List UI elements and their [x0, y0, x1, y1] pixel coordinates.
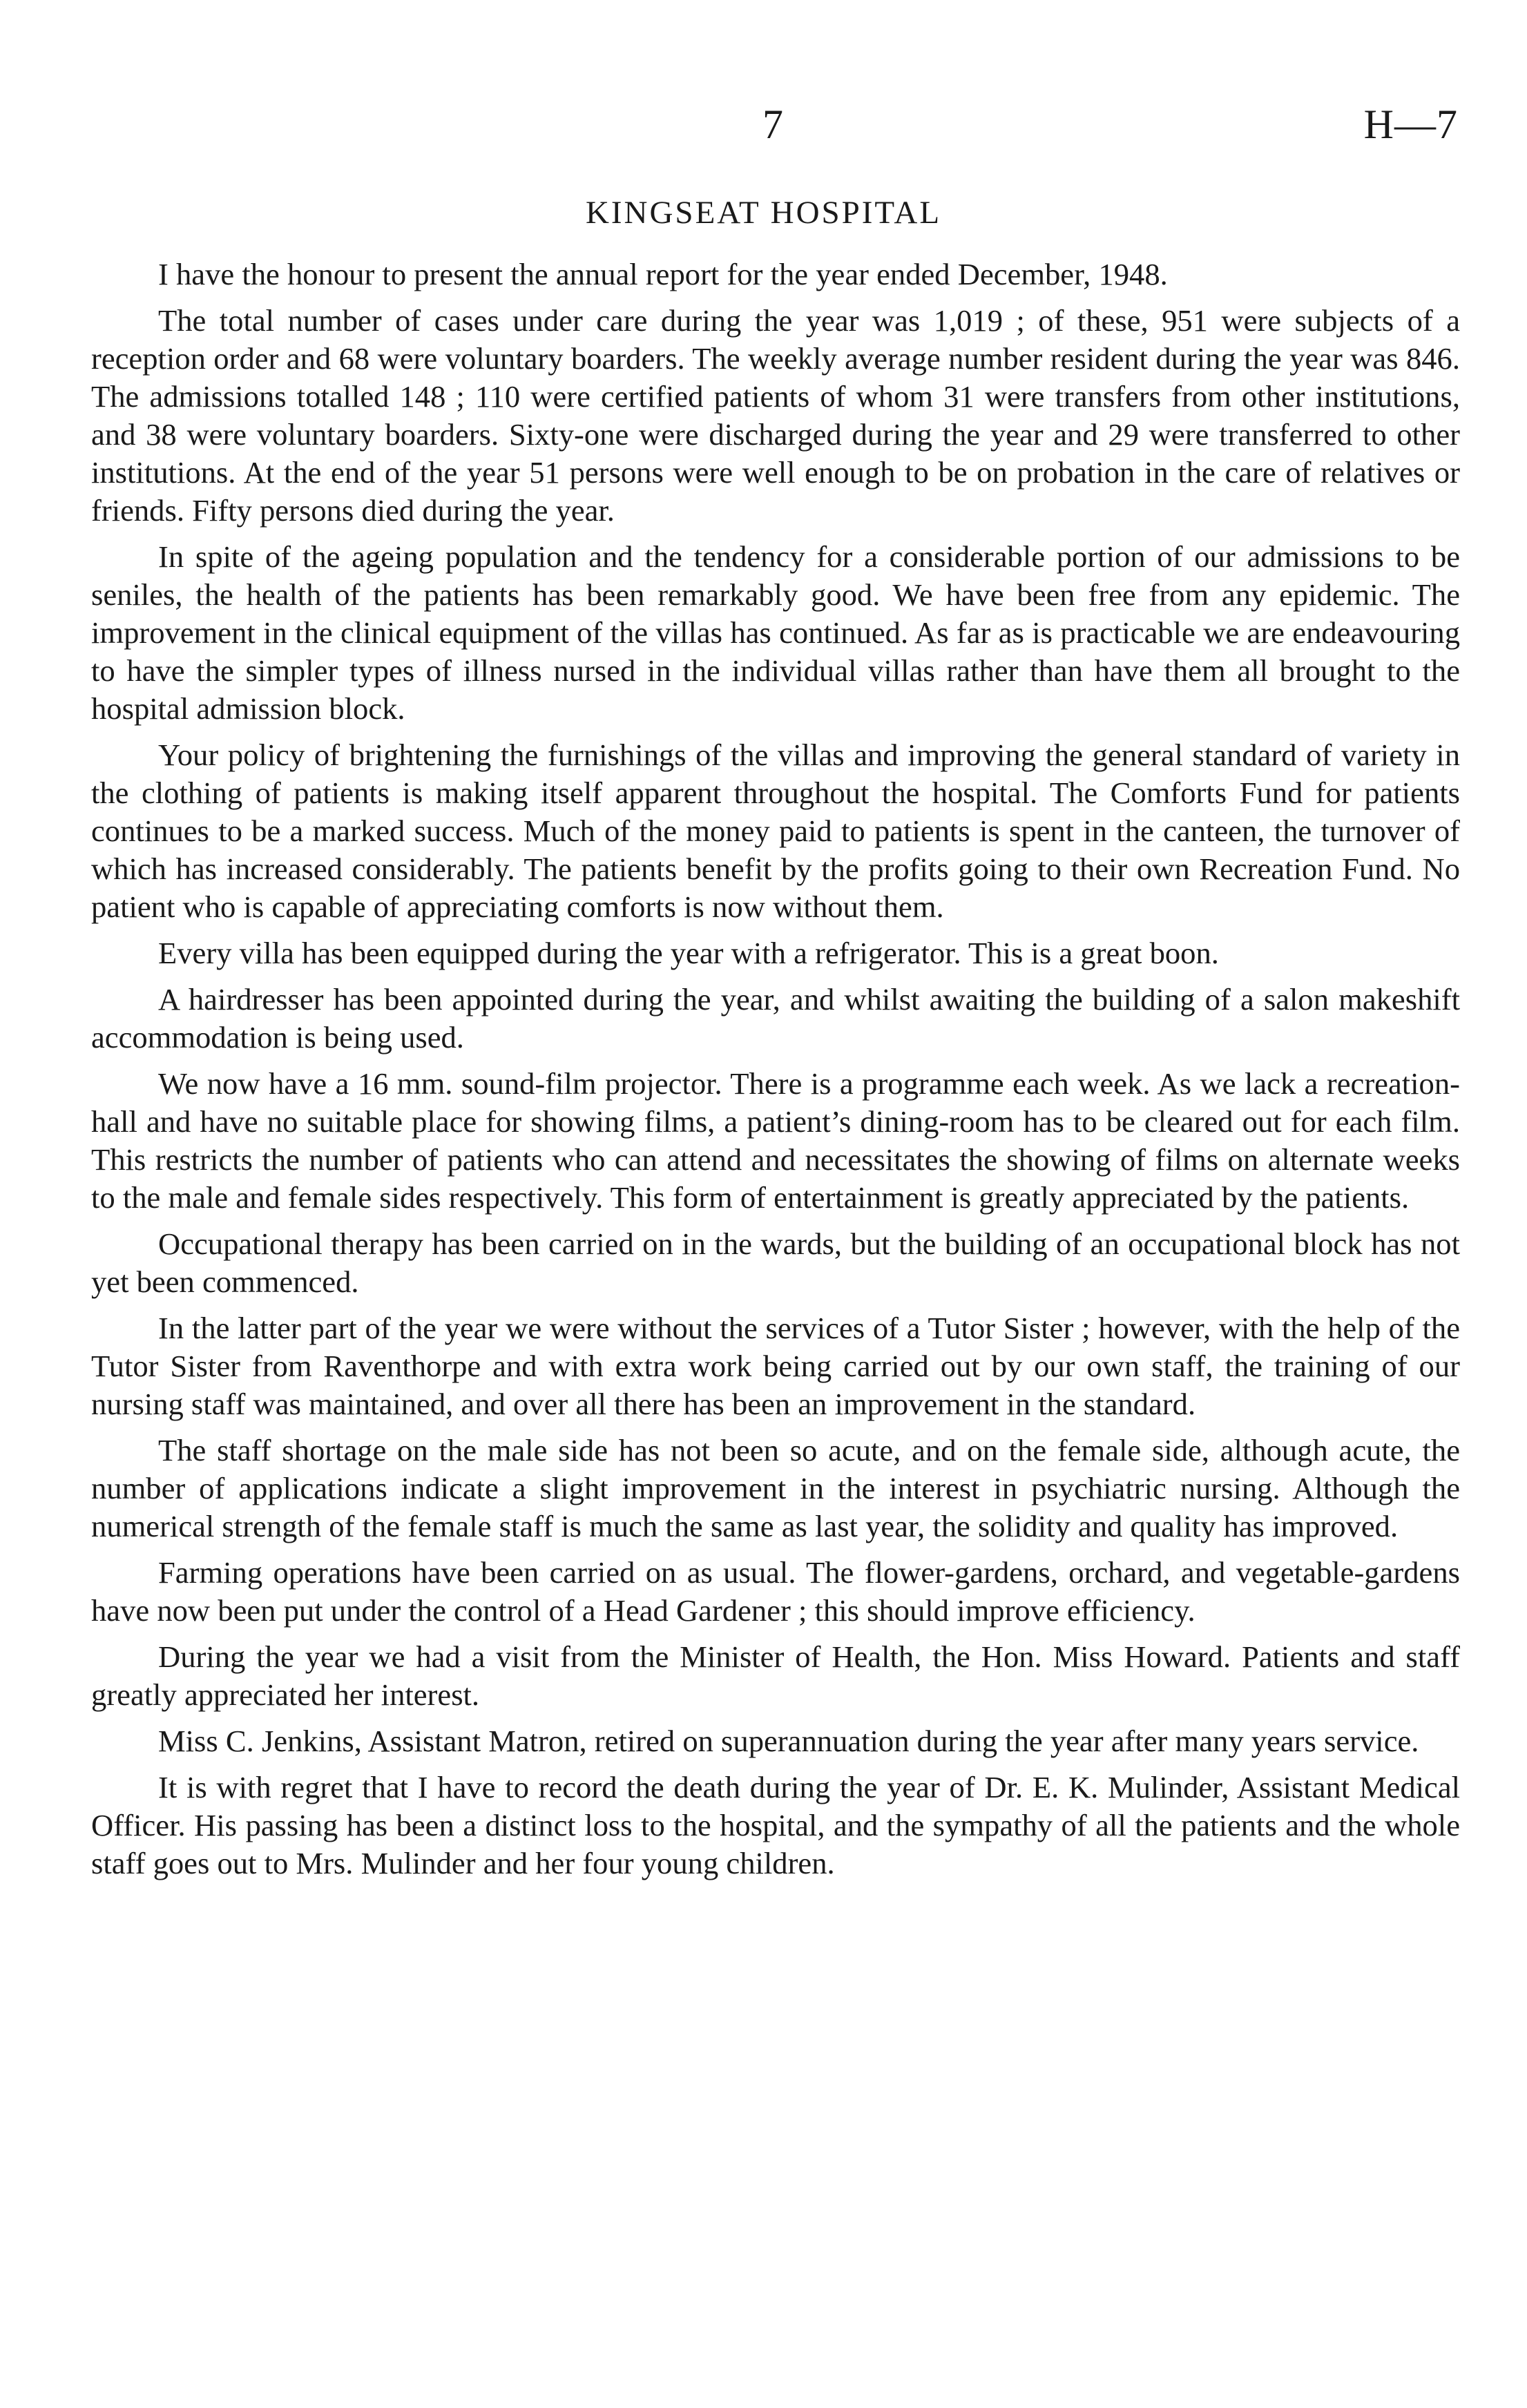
report-reference: H—7	[1363, 102, 1458, 147]
report-body	[91, 256, 1460, 1891]
paragraph-occupational-therapy: Occupational therapy has been carried on in the wards, but the building of an occupational block has not yet been commenced.	[91, 1226, 1460, 1299]
paragraph-tutor-sister: In the latter part of the year we were without the services of a Tutor Sister ; however, with the help of the Tutor Sister from Raventhorpe and with extra work being carried out by our own staff, the training of our nursing staff was maintained, and over all there has been an improvement in the standard.	[91, 1311, 1460, 1421]
paragraph-refrigerator: Every villa has been equipped during the year with a refrigerator. This is a great boon.	[158, 936, 1219, 970]
paragraph-farming: Farming operations have been carried on as usual. The flower-gardens, orchard, and vegetable-gardens have now been put under the control of a Head Gardener ; this should improve efficiency.	[91, 1555, 1460, 1628]
paragraph-film-projector: We now have a 16 mm. sound-film projector. There is a programme each week. As we lack a recreation-hall and have no suitable place for showing films, a patient’s dining-room has to be cleared out for each film. This restricts the number of patients who can attend and necessitates the showing of films on alternate weeks to the male and female sides respectively. This form of entertainment is greatly appreciated by the patients.	[91, 1066, 1460, 1215]
paragraph-health: In spite of the ageing population and the tendency for a considerable portion of our admissions to be seniles, the health of the patients has been remarkably good. We have been free from any epidemic. The improvement in the clinical equipment of the villas has continued. As far as is practicable we are endeavouring to have the simpler types of illness nursed in the individual villas rather than have them all brought to the hospital admission block.	[91, 539, 1460, 726]
paragraph-furnishings: Your policy of brightening the furnishings of the villas and improving the general standard of variety in the clothing of patients is making itself apparent throughout the hospital. The Comforts Fund for patients continues to be a marked success. Much of the money paid to patients is spent in the canteen, the turnover of which has increased considerably. The patients benefit by the profits going to their own Recreation Fund. No patient who is capable of appreciating comforts is now without them.	[91, 738, 1460, 924]
paragraph-staff-shortage: The staff shortage on the male side has not been so acute, and on the female side, although acute, the number of applications indicate a slight improvement in the interest in psychiatric nursing. Although the numerical strength of the female staff is much the same as last year, the solidity and quality has improved.	[91, 1433, 1460, 1543]
paragraph-hairdresser: A hairdresser has been appointed during the year, and whilst awaiting the building of a salon makeshift accommodation is being used.	[91, 982, 1460, 1054]
paragraph-minister-visit: During the year we had a visit from the Minister of Health, the Hon. Miss Howard. Patients and staff greatly appreciated her interest.	[91, 1639, 1460, 1712]
section-title: KINGSEAT HOSPITAL	[585, 195, 942, 231]
paragraph-intro: I have the honour to present the annual report for the year ended December, 1948.	[158, 257, 1168, 291]
paragraph-statistics: The total number of cases under care during the year was 1,019 ; of these, 951 were subjects of a reception order and 68 were voluntary boarders. The weekly average number resident during the year was 846. The admissions totalled 148 ; 110 were certified patients of whom 31 were transfers from other institutions, and 38 were voluntary boarders. Sixty-one were discharged during the year and 29 were transferred to other institutions. At the end of the year 51 persons were well enough to be on probation in the care of relatives or friends. Fifty persons died during the year.	[91, 303, 1460, 528]
paragraph-retirement: Miss C. Jenkins, Assistant Matron, retired on superannuation during the year after many years service.	[158, 1724, 1419, 1758]
paragraph-obituary: It is with regret that I have to record the death during the year of Dr. E. K. Mulinder, Assistant Medical Officer. His passing has been a distinct loss to the hospital, and the sympathy of all the patients and the whole staff goes out to Mrs. Mulinder and her four young children.	[91, 1770, 1460, 1880]
page-number: 7	[762, 102, 783, 147]
